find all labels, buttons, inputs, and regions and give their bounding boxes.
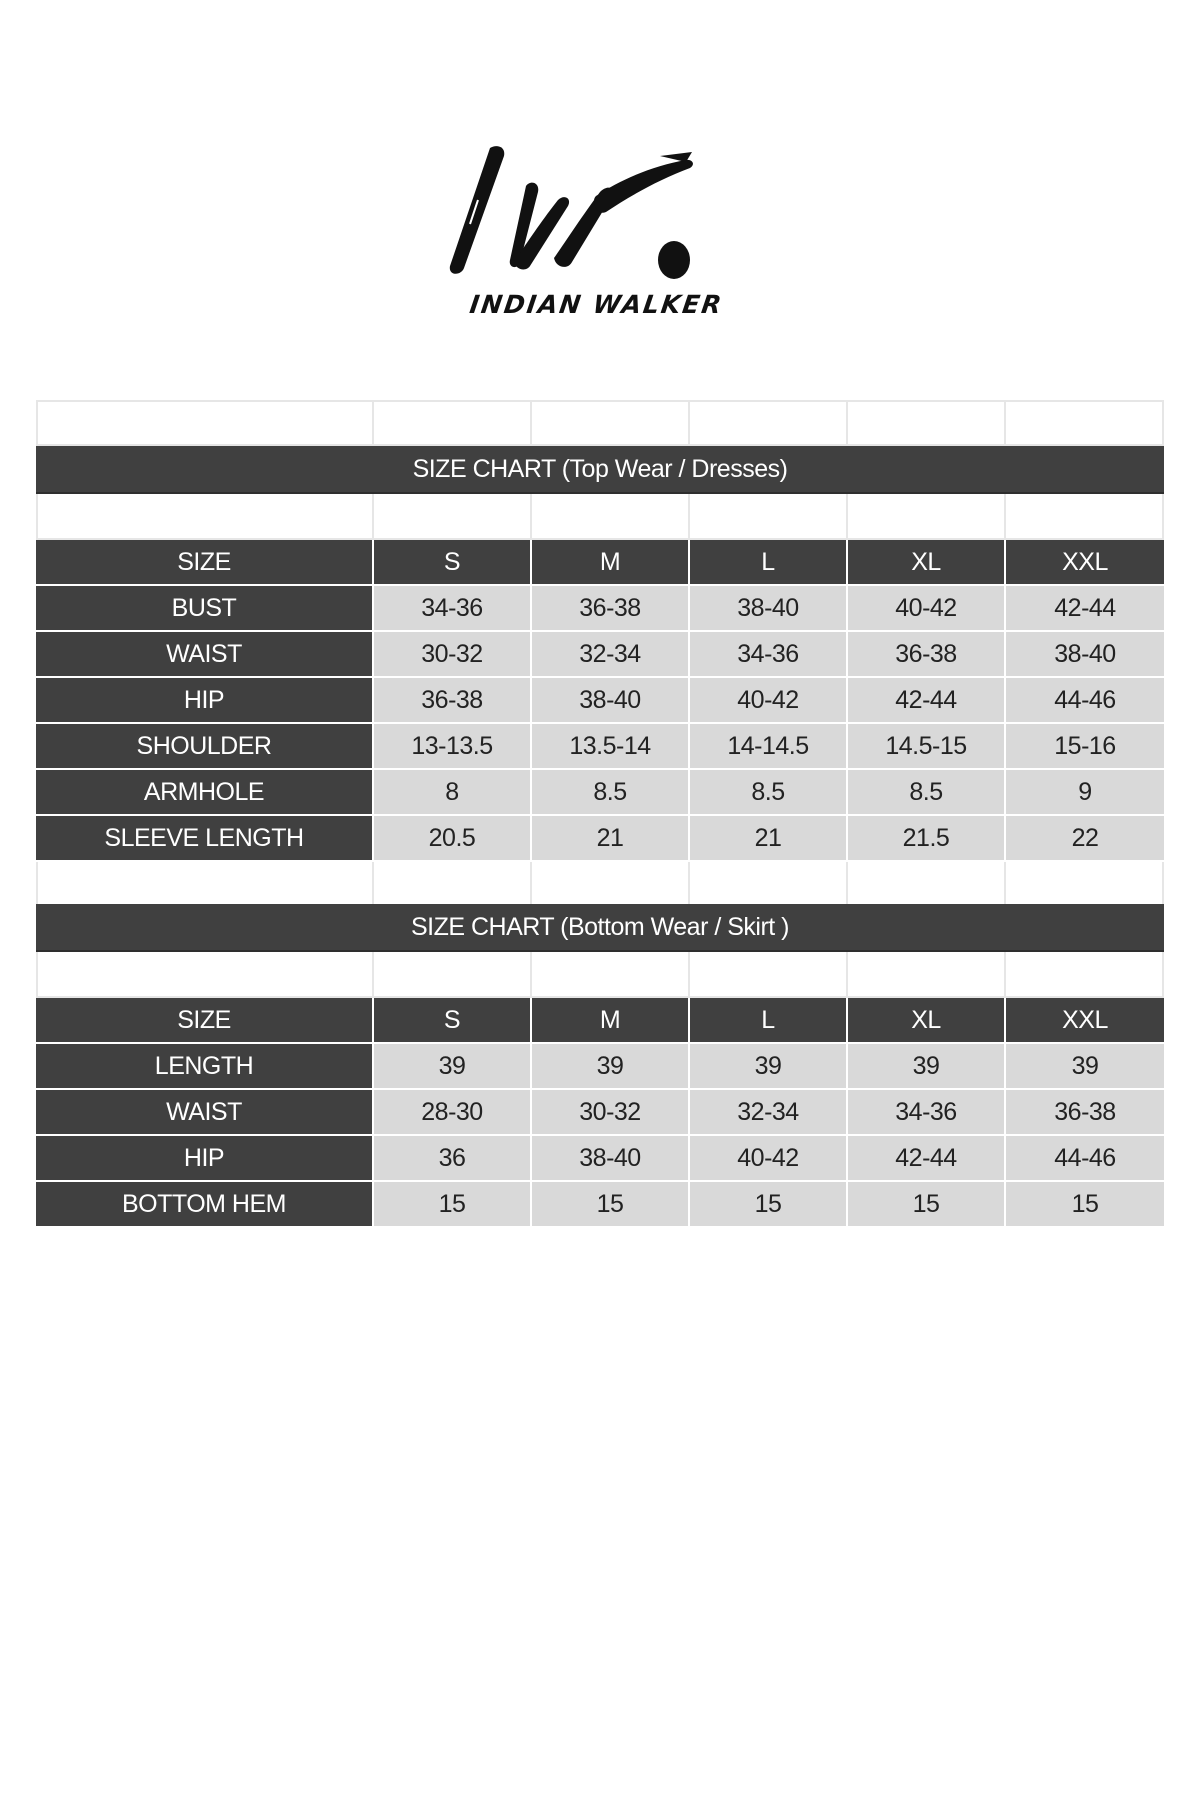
table-cell: 9 bbox=[1006, 770, 1164, 816]
spacer-cell bbox=[690, 952, 848, 998]
row-label-length: LENGTH bbox=[36, 1044, 374, 1090]
column-header-xxl: XXL bbox=[1006, 998, 1164, 1044]
spacer-cell bbox=[36, 952, 374, 998]
row-label-hip: HIP bbox=[36, 678, 374, 724]
table-cell: 8.5 bbox=[532, 770, 690, 816]
table-cell: 21 bbox=[690, 816, 848, 862]
table-cell: 34-36 bbox=[374, 586, 532, 632]
spacer-cell bbox=[36, 862, 374, 908]
chart-title: SIZE CHART (Top Wear / Dresses) bbox=[36, 446, 1164, 494]
spacer-cell bbox=[690, 862, 848, 908]
row-label-armhole: ARMHOLE bbox=[36, 770, 374, 816]
table-cell: 15 bbox=[848, 1182, 1006, 1228]
table-cell: 44-46 bbox=[1006, 1136, 1164, 1182]
iw-logo-mark-icon bbox=[430, 140, 730, 290]
table-cell: 34-36 bbox=[848, 1090, 1006, 1136]
table-cell: 13-13.5 bbox=[374, 724, 532, 770]
column-header-xl: XL bbox=[848, 540, 1006, 586]
row-label-sleeve-length: SLEEVE LENGTH bbox=[36, 816, 374, 862]
column-header-m: M bbox=[532, 540, 690, 586]
table-cell: 30-32 bbox=[532, 1090, 690, 1136]
table-cell: 38-40 bbox=[532, 678, 690, 724]
table-cell: 8 bbox=[374, 770, 532, 816]
column-header-s: S bbox=[374, 540, 532, 586]
column-header-s: S bbox=[374, 998, 532, 1044]
column-header-size: SIZE bbox=[36, 540, 374, 586]
brand-logo bbox=[430, 140, 770, 340]
table-cell: 39 bbox=[848, 1044, 1006, 1090]
column-header-size: SIZE bbox=[36, 998, 374, 1044]
size-chart-top-wear bbox=[36, 400, 1165, 954]
column-header-l: L bbox=[690, 540, 848, 586]
table-cell: 42-44 bbox=[848, 678, 1006, 724]
spacer-cell bbox=[848, 400, 1006, 446]
spacer-cell bbox=[36, 494, 374, 540]
spacer-cell bbox=[532, 494, 690, 540]
table-cell: 20.5 bbox=[374, 816, 532, 862]
spacer-cell bbox=[374, 494, 532, 540]
column-header-l: L bbox=[690, 998, 848, 1044]
table-cell: 15 bbox=[690, 1182, 848, 1228]
row-label-hip: HIP bbox=[36, 1136, 374, 1182]
chart-title: SIZE CHART (Bottom Wear / Skirt ) bbox=[36, 904, 1164, 952]
spacer-cell bbox=[374, 862, 532, 908]
table-cell: 42-44 bbox=[1006, 586, 1164, 632]
table-cell: 40-42 bbox=[690, 678, 848, 724]
table-cell: 39 bbox=[532, 1044, 690, 1090]
table-cell: 39 bbox=[1006, 1044, 1164, 1090]
table-cell: 13.5-14 bbox=[532, 724, 690, 770]
spacer-cell bbox=[1006, 400, 1164, 446]
table-cell: 36-38 bbox=[532, 586, 690, 632]
table-cell: 40-42 bbox=[848, 586, 1006, 632]
spacer-cell bbox=[374, 400, 532, 446]
row-label-shoulder: SHOULDER bbox=[36, 724, 374, 770]
table-cell: 44-46 bbox=[1006, 678, 1164, 724]
table-cell: 36-38 bbox=[848, 632, 1006, 678]
column-header-xxl: XXL bbox=[1006, 540, 1164, 586]
spacer-cell bbox=[848, 862, 1006, 908]
spacer-cell bbox=[36, 400, 374, 446]
table-cell: 14-14.5 bbox=[690, 724, 848, 770]
spacer-cell bbox=[848, 494, 1006, 540]
table-cell: 32-34 bbox=[690, 1090, 848, 1136]
table-cell: 34-36 bbox=[690, 632, 848, 678]
table-cell: 21 bbox=[532, 816, 690, 862]
spacer-cell bbox=[1006, 952, 1164, 998]
row-label-bust: BUST bbox=[36, 586, 374, 632]
table-cell: 15 bbox=[1006, 1182, 1164, 1228]
row-label-bottom-hem: BOTTOM HEM bbox=[36, 1182, 374, 1228]
table-cell: 39 bbox=[690, 1044, 848, 1090]
table-cell: 36-38 bbox=[374, 678, 532, 724]
table-cell: 30-32 bbox=[374, 632, 532, 678]
table-cell: 40-42 bbox=[690, 1136, 848, 1182]
table-cell: 8.5 bbox=[848, 770, 1006, 816]
column-header-m: M bbox=[532, 998, 690, 1044]
spacer-cell bbox=[848, 952, 1006, 998]
size-chart-bottom-wear bbox=[36, 904, 1165, 1228]
brand-name: INDIAN WALKER bbox=[467, 290, 725, 319]
table-cell: 42-44 bbox=[848, 1136, 1006, 1182]
table-cell: 32-34 bbox=[532, 632, 690, 678]
table-cell: 38-40 bbox=[1006, 632, 1164, 678]
table-cell: 15 bbox=[374, 1182, 532, 1228]
spacer-cell bbox=[1006, 862, 1164, 908]
spacer-cell bbox=[532, 952, 690, 998]
table-cell: 38-40 bbox=[690, 586, 848, 632]
table-cell: 22 bbox=[1006, 816, 1164, 862]
table-cell: 39 bbox=[374, 1044, 532, 1090]
table-cell: 28-30 bbox=[374, 1090, 532, 1136]
row-label-waist: WAIST bbox=[36, 632, 374, 678]
table-cell: 36-38 bbox=[1006, 1090, 1164, 1136]
spacer-cell bbox=[1006, 494, 1164, 540]
table-cell: 38-40 bbox=[532, 1136, 690, 1182]
spacer-cell bbox=[374, 952, 532, 998]
column-header-xl: XL bbox=[848, 998, 1006, 1044]
table-cell: 8.5 bbox=[690, 770, 848, 816]
table-cell: 14.5-15 bbox=[848, 724, 1006, 770]
table-cell: 15-16 bbox=[1006, 724, 1164, 770]
spacer-cell bbox=[690, 494, 848, 540]
table-cell: 21.5 bbox=[848, 816, 1006, 862]
spacer-cell bbox=[532, 400, 690, 446]
table-cell: 36 bbox=[374, 1136, 532, 1182]
table-cell: 15 bbox=[532, 1182, 690, 1228]
spacer-cell bbox=[532, 862, 690, 908]
row-label-waist: WAIST bbox=[36, 1090, 374, 1136]
spacer-cell bbox=[690, 400, 848, 446]
